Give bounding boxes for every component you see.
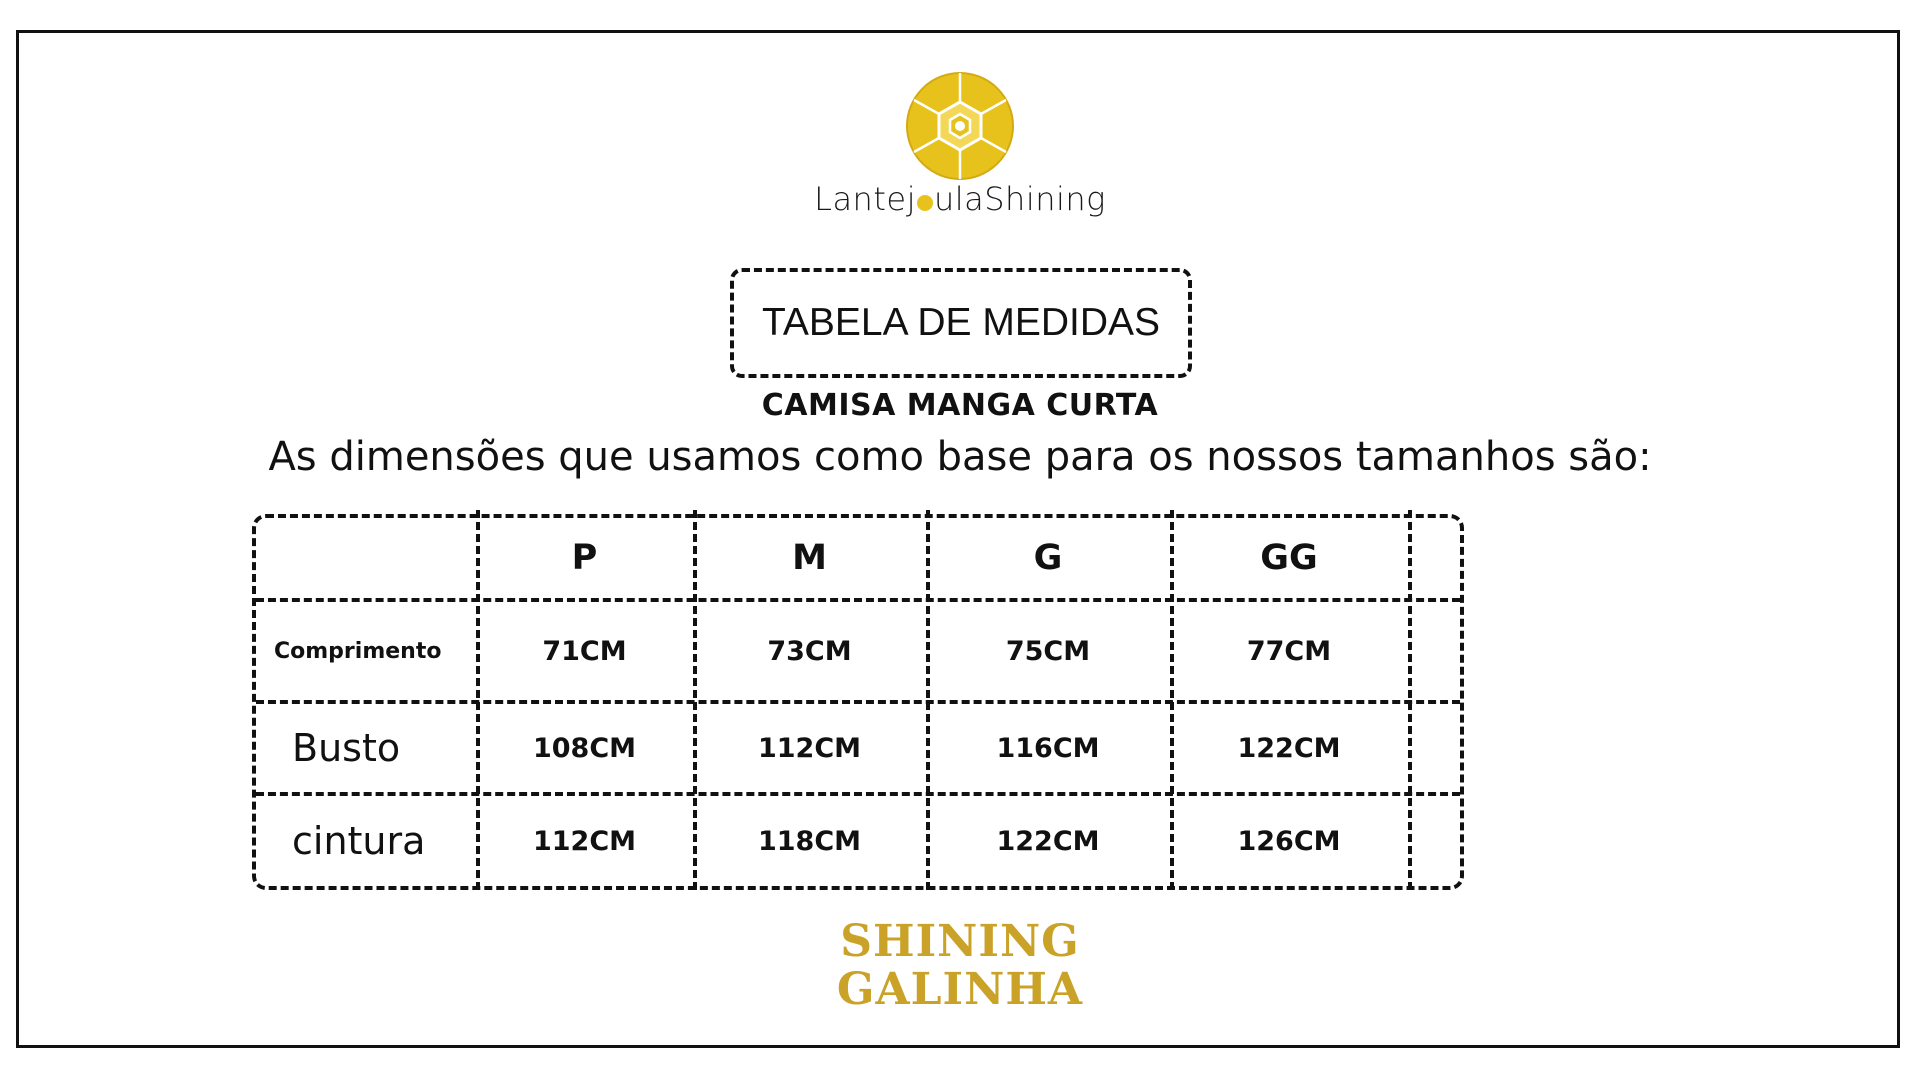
sequin-dot-icon [917, 195, 933, 211]
product-subtitle: CAMISA MANGA CURTA [761, 388, 1159, 423]
brand-name: Lantej ulaShining [814, 180, 1106, 218]
footer-logo-line1: SHINING [840, 916, 1080, 967]
table-cell: 75CM [1005, 635, 1091, 667]
column-header-m: M [792, 538, 827, 578]
table-cell: 118CM [757, 825, 862, 857]
table-cell: 122CM [996, 825, 1100, 857]
row-label-comprimento: Comprimento [274, 638, 442, 664]
size-table [252, 514, 1464, 890]
row-label-busto: Busto [292, 726, 401, 770]
column-header-p: P [571, 538, 598, 578]
table-cell: 122CM [1237, 732, 1341, 764]
table-cell: 71CM [542, 635, 627, 667]
table-cell: 108CM [532, 732, 637, 764]
sequin-logo-icon [906, 72, 1014, 180]
table-cell: 73CM [767, 635, 852, 667]
table-cell: 112CM [757, 732, 862, 764]
table-cell: 116CM [996, 732, 1100, 764]
footer-logo-line2: GALINHA [836, 964, 1084, 1015]
intro-text: As dimensões que usamos como base para os nossos tamanhos são: [268, 434, 1652, 480]
column-header-gg: GG [1260, 538, 1318, 578]
table-cell: 112CM [532, 825, 637, 857]
footer-logo [0, 918, 1920, 1014]
table-cell: 77CM [1246, 635, 1332, 667]
column-header-g: G [1033, 538, 1063, 578]
page-title: TABELA DE MEDIDAS [730, 268, 1192, 378]
table-cell: 126CM [1237, 825, 1341, 857]
row-label-cintura: cintura [292, 819, 426, 863]
